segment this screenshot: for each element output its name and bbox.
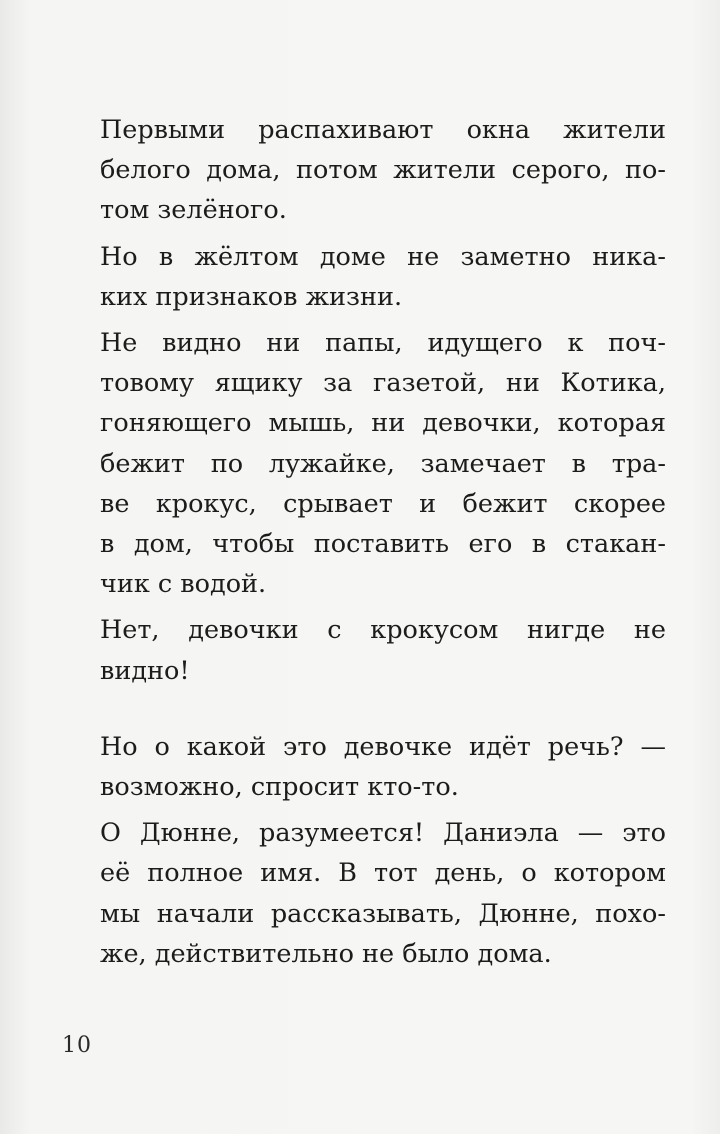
paragraph-2: [100, 237, 666, 317]
text-line: товому ящику за газетой, ни Котика,: [100, 368, 666, 399]
text-line: Но в жёлтом доме не заметно ника-: [100, 241, 666, 272]
text-line: чик с водой.: [100, 569, 267, 600]
page-number: 10: [62, 1033, 92, 1058]
text-line: ких признаков жизни.: [100, 281, 403, 312]
paragraph-3: [100, 323, 666, 604]
paragraph-5: [100, 727, 666, 807]
text-line: гоняющего мышь, ни девочки, которая: [100, 408, 666, 439]
paragraph-1: [100, 110, 666, 231]
text-line: О Дюнне, разумеется! Даниэла — это: [100, 818, 666, 849]
text-line: том зелёного.: [100, 195, 287, 226]
text-line: Первыми распахивают окна жители: [100, 115, 666, 145]
text-line: её полное имя. В тот день, о котором: [100, 858, 666, 889]
text-line: возможно, спросит кто-то.: [100, 772, 459, 803]
text-line: Нет, девочки с крокусом нигде не: [100, 615, 666, 646]
text-line: мы начали рассказывать, Дюнне, похо-: [100, 898, 666, 929]
text-line: в дом, чтобы поставить его в стакан-: [100, 529, 666, 560]
text-line: Не видно ни папы, идущего к поч-: [100, 328, 666, 359]
text-line: бежит по лужайке, замечает в тра-: [100, 448, 666, 479]
text-line: видно!: [100, 655, 190, 686]
paragraph-6: [100, 813, 666, 974]
text-line: Но о какой это девочке идёт речь? —: [100, 731, 666, 762]
text-line: ве крокус, срывает и бежит скорее: [100, 488, 666, 519]
text-line: же, действительно не было дома.: [100, 938, 552, 969]
text-line: белого дома, потом жители серого, по-: [100, 155, 666, 186]
paragraph-4: [100, 610, 666, 690]
body-text: [100, 110, 666, 974]
